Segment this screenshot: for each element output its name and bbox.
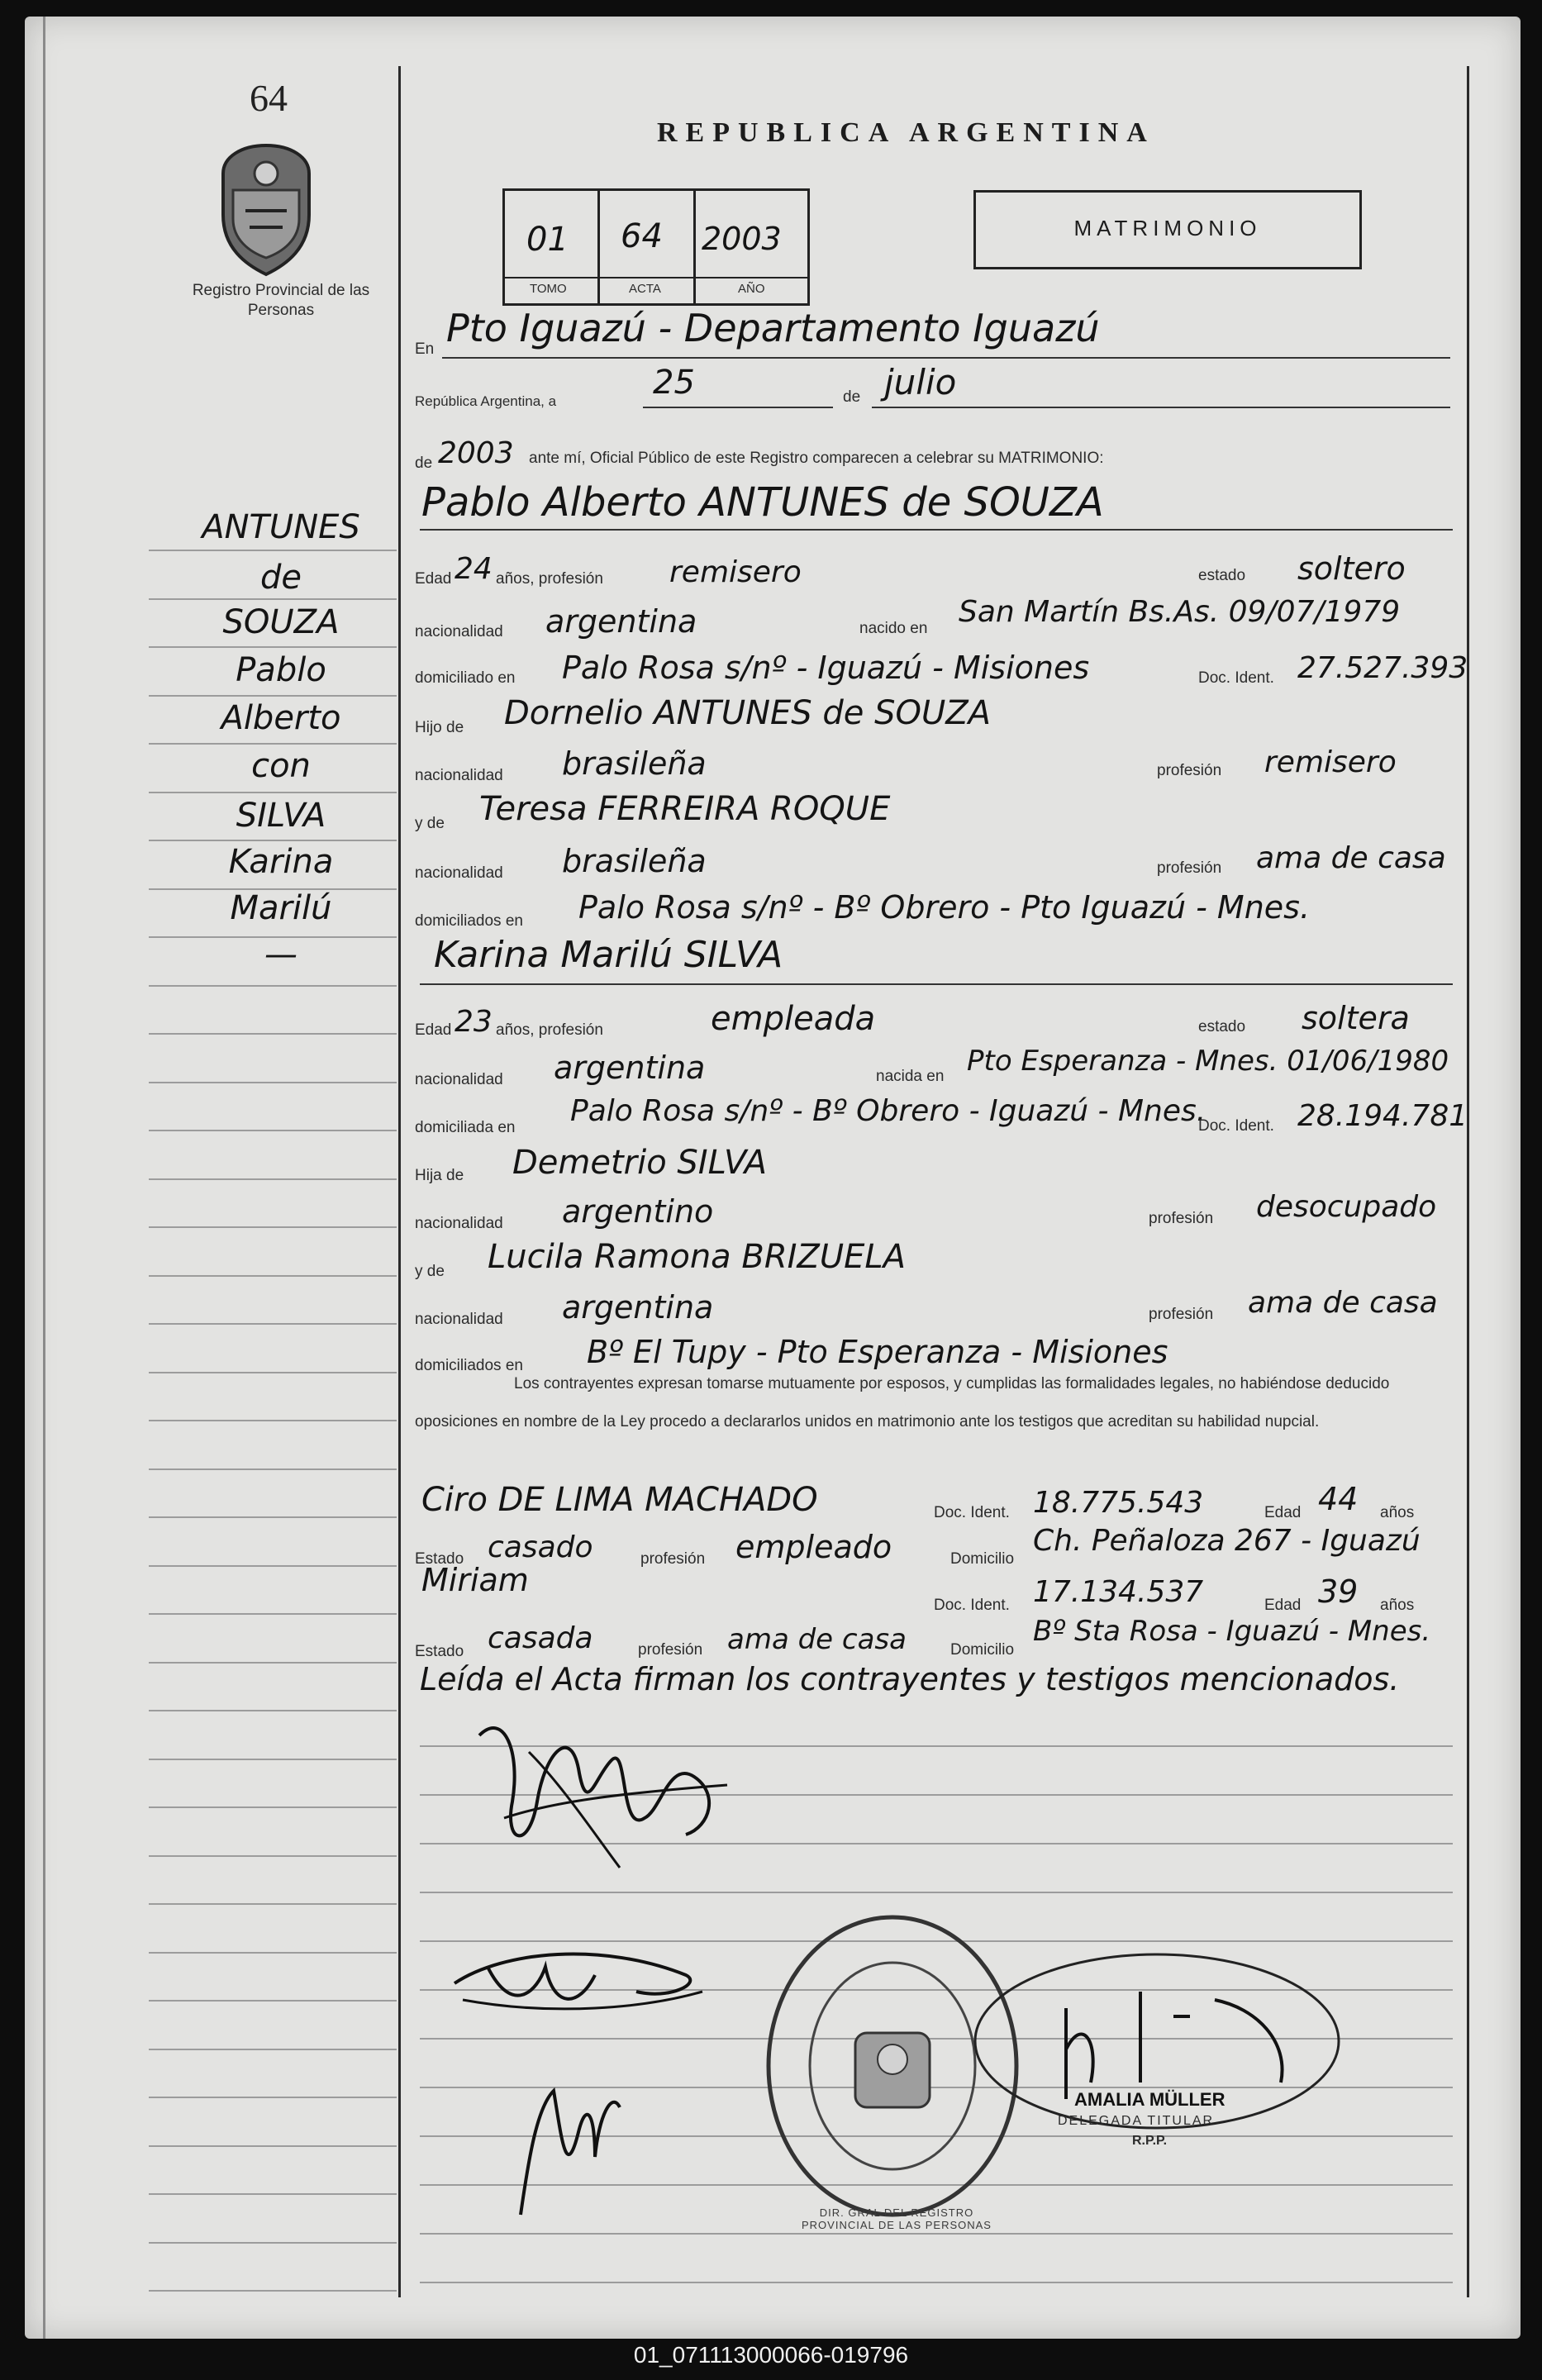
registry-emblem-icon bbox=[217, 140, 316, 281]
en-label: En bbox=[415, 340, 435, 358]
ruled-line bbox=[149, 1082, 397, 1083]
groom-name: Pablo Alberto ANTUNES de SOUZA bbox=[421, 479, 1104, 526]
acta-label: ACTA bbox=[629, 282, 661, 296]
ruled-line bbox=[149, 1759, 397, 1760]
bride-doc: 28.194.781 bbox=[1297, 1099, 1468, 1133]
ruled-line bbox=[149, 2049, 397, 2050]
document-type-box bbox=[973, 190, 1362, 269]
groom-father: Dornelio ANTUNES de SOUZA bbox=[504, 694, 992, 732]
ruled-line bbox=[149, 1033, 397, 1035]
groom-nationality: argentina bbox=[545, 603, 697, 640]
groom-parents-address: Palo Rosa s/nº - Bº Obrero - Pto Iguazú - Mnes. bbox=[578, 889, 1311, 926]
signature-groom-icon bbox=[455, 1702, 752, 1901]
bride-parents-address: Bº El Tupy - Pto Esperanza - Misiones bbox=[587, 1334, 1168, 1370]
ruled-line bbox=[420, 2282, 1453, 2283]
ruled-line bbox=[149, 985, 397, 987]
ruled-line bbox=[149, 646, 397, 648]
bride-father-nationality: argentino bbox=[562, 1193, 714, 1230]
page-number: 64 bbox=[250, 77, 288, 119]
witness1-doc: 18.775.543 bbox=[1033, 1486, 1204, 1520]
register-page: 64 Registro Provincial de las Personas REPUBLICA ARGENTINA 01 64 2003 TOMO ACTA AÑO MATRIMONIO ANTUNES de SOUZA Pablo Alberto con SILVA Karina Marilú — En Pto Iguazú - Departamento Iguazú República Argentina, a 25 de julio de 2003 ante mí, Oficial Público de este Registro comparecen a celebrar su MATRIMONIO: Pablo Alberto ANTUNES de SOUZA Edad 24 años, profesión remisero estado soltero nacionalidad argentina nacido en San Martín Bs.As. 09/07/1979 domiciliado en Palo Rosa s/nº - Iguazú - Misiones Doc. Ident. 27.527.393 Hijo de Dornelio ANTUNES de SOUZA nacionalidad brasileña profesión remisero y de Teresa FERREIRA ROQUE nacionalidad brasileña profesión ama de casa domiciliados en Palo Rosa s/nº - Bº Obrero - Pto Iguazú - Mnes. Karina Marilú SILVA Edad 23 años, profesión empleada estado soltera nacionalidad argentina nacida en Pto Esperanza - Mnes. 01/06/1980 domiciliada en Palo Rosa s/nº - Bº Obrero - Iguazú - Mnes. Doc. Ident. 28.194.781 Hija de Demetrio SILVA nacionalidad argentino profesión desocupado y de Lucila Ramona BRIZUELA nacionalidad argentina profesión ama de casa domiciliados en Bº El Tupy - Pto Esperanza - Misiones Los contrayentes expresan tomarse mutuamente por esposos, y cumplidas las formalidades legales, no habiéndose deducido oposiciones en nombre de la Ley procedo a declararlos unidos en matrimonio ante los testigos que acreditan su habilidad nupcial. Ciro DE LIMA MACHADO Doc. Ident. 18.775.543 Edad 44 años Estado casado profesión empleado Domicilio Ch. Peñaloza 267 - Iguazú Miriam Doc. Ident. 17.134.537 Edad 39 años Estado casada profesión ama de casa Domicilio Bº Sta Rosa - Iguazú - Mnes. Leída el Acta firman los contrayentes y testigos mencionados. DIR. GRAL DEL REGISTRO PROVINCIAL DE LAS PERSONAS AMALIA MÜLLER DELEGADA TITULAR R.P.P. bbox=[25, 17, 1521, 2339]
ruled-line bbox=[149, 1420, 397, 1421]
witness1-profession: empleado bbox=[735, 1529, 892, 1565]
document-type: MATRIMONIO bbox=[1073, 216, 1262, 240]
witness1-address: Ch. Peñaloza 267 - Iguazú bbox=[1033, 1524, 1421, 1558]
seal-text: DIR. GRAL DEL REGISTRO PROVINCIAL DE LAS PERSONAS bbox=[802, 2206, 992, 2231]
closing-statement: Leída el Acta firman los contrayentes y testigos mencionados. bbox=[420, 1661, 1400, 1697]
margin-note-line: — bbox=[264, 935, 297, 973]
bride-nationality: argentina bbox=[554, 1050, 706, 1086]
de-label: de bbox=[843, 388, 861, 406]
bride-father-profession: desocupado bbox=[1256, 1190, 1437, 1224]
groom-doc: 27.527.393 bbox=[1297, 651, 1468, 685]
groom-birth: San Martín Bs.As. 09/07/1979 bbox=[959, 595, 1401, 629]
ruled-line bbox=[149, 2000, 397, 2002]
ruled-line bbox=[149, 1226, 397, 1228]
margin-note-line: con bbox=[251, 747, 311, 785]
ruled-line bbox=[149, 695, 397, 697]
margin-divider bbox=[398, 66, 401, 2297]
marriage-year: 2003 bbox=[438, 436, 514, 470]
groom-mother-nationality: brasileña bbox=[562, 843, 707, 879]
groom-father-nationality: brasileña bbox=[562, 745, 707, 782]
ruled-line bbox=[149, 1516, 397, 1518]
bride-mother-nationality: argentina bbox=[562, 1289, 714, 1326]
record-number-box bbox=[502, 188, 810, 306]
registry-name: Registro Provincial de las Personas bbox=[192, 282, 370, 319]
witness2-age: 39 bbox=[1318, 1573, 1359, 1610]
ruled-line bbox=[149, 1662, 397, 1664]
ruled-line bbox=[149, 1275, 397, 1277]
anio-label: AÑO bbox=[738, 282, 765, 296]
bride-estado: soltera bbox=[1302, 1000, 1410, 1036]
signature-witness-icon bbox=[488, 2058, 653, 2223]
right-border bbox=[1467, 66, 1469, 2297]
witness1-name: Ciro DE LIMA MACHADO bbox=[421, 1481, 818, 1519]
margin-note-line: ANTUNES bbox=[202, 508, 360, 546]
witness2-estado: casada bbox=[488, 1621, 593, 1655]
marriage-place: Pto Iguazú - Departamento Iguazú bbox=[446, 306, 1100, 350]
groom-mother-profession: ama de casa bbox=[1256, 841, 1446, 875]
ruled-line bbox=[149, 1903, 397, 1905]
ruled-line bbox=[149, 1952, 397, 1954]
groom-mother: Teresa FERREIRA ROQUE bbox=[479, 790, 891, 828]
witness2-doc: 17.134.537 bbox=[1033, 1575, 1204, 1609]
groom-estado: soltero bbox=[1297, 550, 1406, 587]
ruled-line bbox=[149, 1613, 397, 1615]
legal-statement: Los contrayentes expresan tomarse mutuamente por esposos, y cumplidas las formalidades legales, no habiéndose deducido oposiciones en nombre de la Ley procedo a declararlos unidos en matrimonio ante los testigos que acreditan su habilidad nupcial. bbox=[415, 1375, 1390, 1430]
tomo-label: TOMO bbox=[530, 282, 567, 296]
bride-age: 23 bbox=[455, 1005, 493, 1039]
bride-mother: Lucila Ramona BRIZUELA bbox=[488, 1238, 907, 1276]
margin-note-line: de bbox=[260, 559, 302, 597]
ruled-line bbox=[149, 2193, 397, 2195]
ruled-line bbox=[149, 2290, 397, 2292]
marriage-day: 25 bbox=[653, 364, 695, 402]
groom-father-profession: remisero bbox=[1264, 745, 1397, 779]
groom-age: 24 bbox=[455, 552, 493, 586]
bride-name: Karina Marilú SILVA bbox=[434, 934, 783, 976]
ruled-line bbox=[149, 1372, 397, 1373]
bride-address: Palo Rosa s/nº - Bº Obrero - Iguazú - Mnes. bbox=[570, 1094, 1206, 1128]
witness1-estado: casado bbox=[488, 1530, 593, 1564]
tomo-value: 01 bbox=[526, 221, 569, 259]
delegate-name: AMALIA MÜLLER bbox=[1074, 2089, 1226, 2110]
ruled-line bbox=[420, 2233, 1453, 2235]
witness1-age: 44 bbox=[1318, 1481, 1359, 1517]
witness2-address: Bº Sta Rosa - Iguazú - Mnes. bbox=[1033, 1615, 1431, 1648]
ruled-line bbox=[149, 792, 397, 793]
bride-father: Demetrio SILVA bbox=[512, 1144, 767, 1182]
year-prefix: de bbox=[415, 455, 433, 472]
ruled-line bbox=[149, 2242, 397, 2244]
bride-mother-profession: ama de casa bbox=[1248, 1286, 1438, 1320]
left-edge-line bbox=[43, 17, 45, 2339]
bride-birth: Pto Esperanza - Mnes. 01/06/1980 bbox=[967, 1045, 1449, 1078]
ruled-line bbox=[149, 1806, 397, 1808]
ruled-line bbox=[149, 550, 397, 551]
margin-note-line: Marilú bbox=[230, 889, 332, 927]
margin-note-line: SILVA bbox=[236, 797, 326, 835]
witness2-name: Miriam bbox=[421, 1562, 529, 1598]
delegate-org: R.P.P. bbox=[1132, 2134, 1168, 2148]
ruled-line bbox=[149, 2097, 397, 2098]
document-id: 01_071113000066-019796 bbox=[633, 2342, 909, 2368]
ruled-line bbox=[149, 1855, 397, 1857]
witness2-profession: ama de casa bbox=[727, 1623, 907, 1656]
ruled-line bbox=[149, 743, 397, 745]
republica-label: República Argentina, a bbox=[415, 393, 557, 409]
country-title: REPUBLICA ARGENTINA bbox=[657, 117, 1155, 148]
ruled-line bbox=[149, 840, 397, 841]
ruled-line bbox=[149, 1130, 397, 1131]
groom-profession: remisero bbox=[669, 555, 802, 589]
margin-note-line: Pablo bbox=[236, 651, 326, 689]
ruled-line bbox=[149, 1323, 397, 1325]
marriage-month: julio bbox=[884, 362, 957, 402]
delegate-title: DELEGADA TITULAR bbox=[1058, 2114, 1215, 2128]
bride-profession: empleada bbox=[711, 1000, 876, 1038]
ruled-line bbox=[149, 2145, 397, 2147]
groom-address: Palo Rosa s/nº - Iguazú - Misiones bbox=[562, 650, 1090, 686]
ruled-line bbox=[149, 598, 397, 600]
anio-value: 2003 bbox=[702, 221, 782, 257]
delegate-signature-icon bbox=[967, 1942, 1347, 2140]
intro-clause: ante mí, Oficial Público de este Registro comparecen a celebrar su MATRIMONIO: bbox=[529, 450, 1104, 467]
ruled-line bbox=[149, 1178, 397, 1180]
ruled-line bbox=[149, 1468, 397, 1470]
ruled-line bbox=[149, 1565, 397, 1567]
acta-value: 64 bbox=[621, 217, 663, 255]
margin-note-line: Karina bbox=[228, 843, 334, 881]
margin-note-line: Alberto bbox=[221, 699, 341, 737]
ruled-line bbox=[149, 1710, 397, 1711]
margin-note-line: SOUZA bbox=[222, 603, 340, 641]
signature-bride-icon bbox=[438, 1917, 719, 2041]
